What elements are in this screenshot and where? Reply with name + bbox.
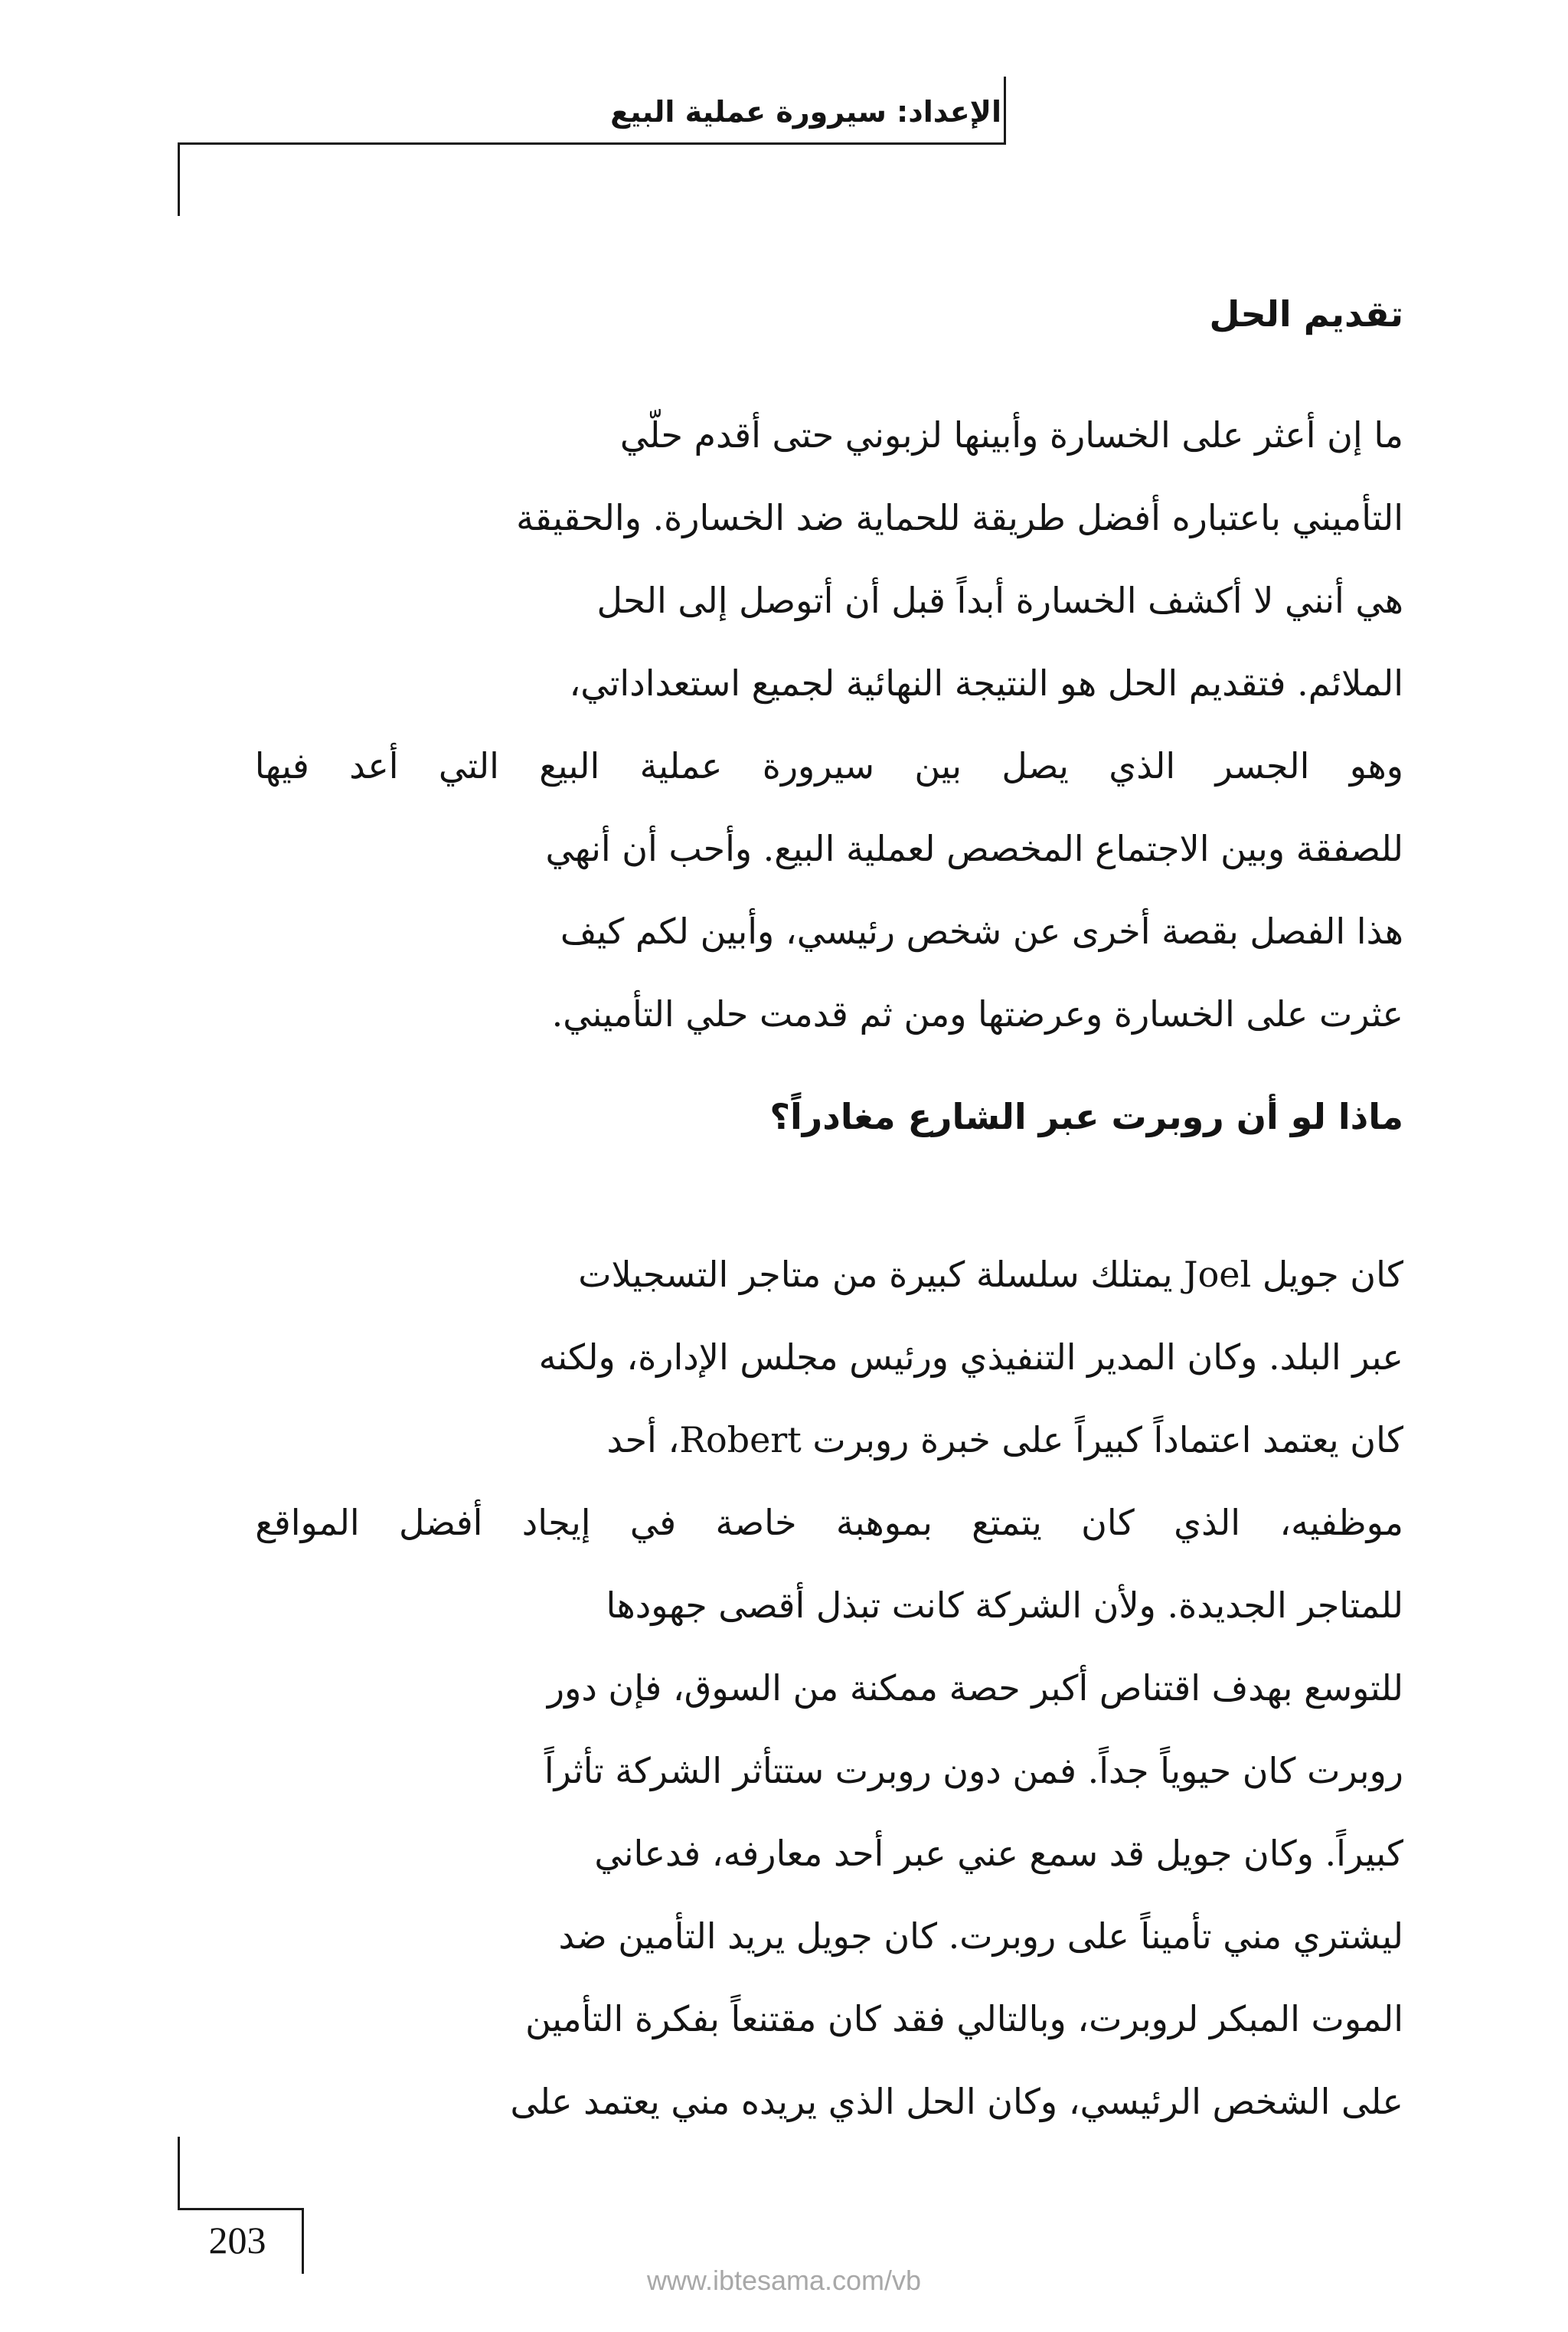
- text-line: هذا الفصل بقصة أخرى عن شخص رئيسي، وأبين لكم كيف: [560, 911, 1403, 952]
- text-line: كبيراً. وكان جويل قد سمع عني عبر أحد معارفه، فدعاني: [594, 1833, 1403, 1874]
- footer-frame-vertical-left: [178, 2137, 180, 2210]
- header-frame-vertical-right: [1004, 77, 1006, 144]
- text-line: الموت المبكر لروبرت، وبالتالي فقد كان مقتنعاً بفكرة التأمين: [525, 1998, 1403, 2039]
- text-line: للتوسع بهدف اقتناص أكبر حصة ممكنة من السوق، فإن دور: [547, 1667, 1403, 1709]
- footer-frame-horizontal: [178, 2208, 304, 2210]
- text-line: هي أنني لا أكشف الخسارة أبداً قبل أن أتوصل إلى الحل: [596, 580, 1403, 621]
- text-line: التأميني باعتباره أفضل طريقة للحماية ضد الخسارة. والحقيقة: [516, 497, 1403, 538]
- text-line: وهو الجسر الذي يصل بين سيرورة عملية البيع التي أعد فيها: [254, 745, 1403, 787]
- text-line: ما إن أعثر على الخسارة وأبينها لزبوني حتى أقدم حلّي: [619, 414, 1403, 456]
- text-line: موظفيه، الذي كان يتمتع بموهبة خاصة في إيجاد أفضل المواقع: [255, 1502, 1403, 1543]
- header-frame-horizontal: [178, 142, 1006, 145]
- section-heading-presenting-solution: تقديم الحل: [1209, 293, 1403, 335]
- text-line: ليشتري مني تأميناً على روبرت. كان جويل يريد التأمين ضد: [558, 1915, 1403, 1957]
- text-line: كان يعتمد اعتماداً كبيراً على خبرة روبرت Robert، أحد: [606, 1419, 1403, 1460]
- text-line: عبر البلد. وكان المدير التنفيذي ورئيس مجلس الإدارة، ولكنه: [538, 1336, 1403, 1378]
- text-line: للمتاجر الجديدة. ولأن الشركة كانت تبذل أقصى جهودها: [606, 1585, 1403, 1626]
- paragraph-presenting-solution: [255, 394, 1403, 1055]
- text-line: على الشخص الرئيسي، وكان الحل الذي يريده مني يعتمد على: [510, 2081, 1403, 2122]
- text-line: الملائم. فتقديم الحل هو النتيجة النهائية لجميع استعداداتي،: [569, 662, 1403, 704]
- text-line: للصفقة وبين الاجتماع المخصص لعملية البيع. وأحب أن أنهي: [545, 828, 1403, 869]
- running-header: الإعداد: سيرورة عملية البيع: [610, 95, 1001, 129]
- page-number: 203: [208, 2219, 266, 2262]
- section-heading-what-if-robert: ماذا لو أن روبرت عبر الشارع مغادراً؟: [769, 1096, 1403, 1137]
- paragraph-what-if-robert: [255, 1233, 1403, 2143]
- text-line: عثرت على الخسارة وعرضتها ومن ثم قدمت حلي التأميني.: [551, 993, 1403, 1035]
- header-frame-vertical-left: [178, 142, 180, 216]
- text-line: كان جويل Joel يمتلك سلسلة كبيرة من متاجر التسجيلات: [578, 1254, 1403, 1295]
- watermark-link[interactable]: www.ibtesama.com/vb: [646, 2265, 922, 2296]
- text-line: روبرت كان حيوياً جداً. فمن دون روبرت ستتأثر الشركة تأثراً: [544, 1750, 1403, 1791]
